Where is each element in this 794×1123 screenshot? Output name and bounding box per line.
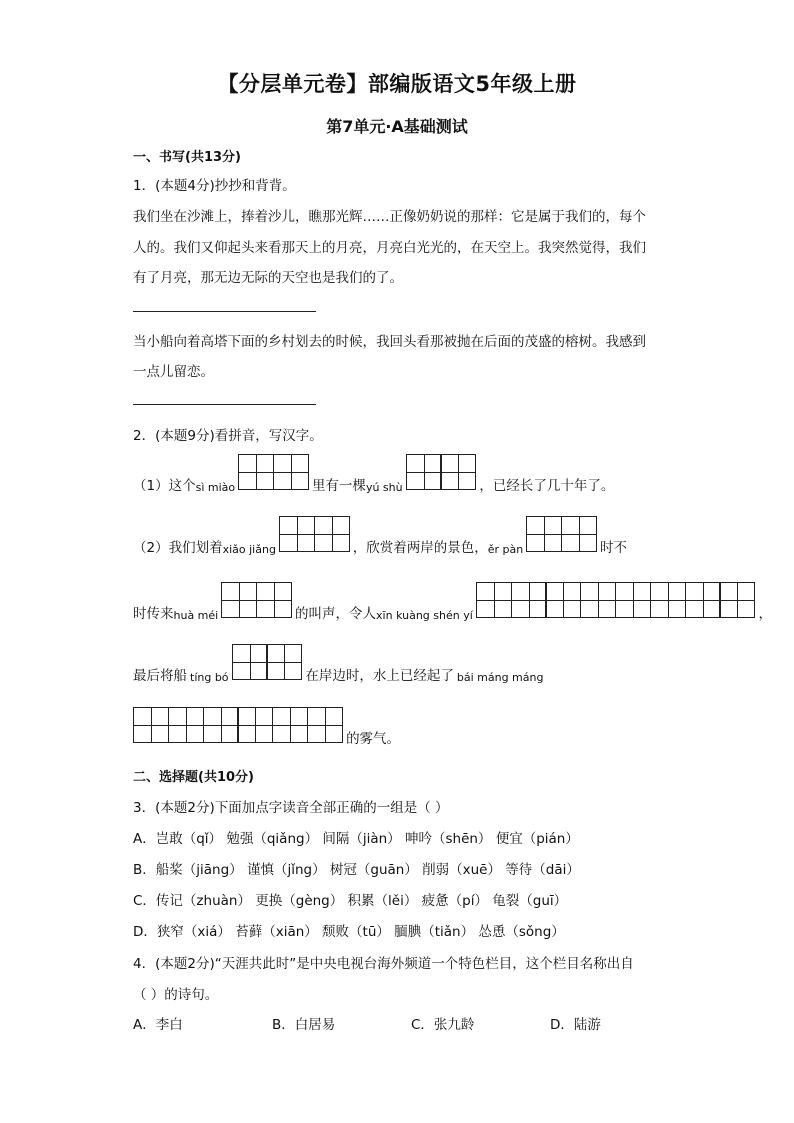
question-4-heading: 4．(本题2分)“天涯共此时”是中央电视台海外频道一个特色栏目，这个栏目名称出自 xyxy=(133,956,634,972)
tianzige-cell[interactable] xyxy=(561,516,597,552)
tianzige-cell[interactable] xyxy=(511,582,547,618)
section-heading-writing: 一、书写(共13分) xyxy=(133,150,241,165)
tianzige-box-group[interactable] xyxy=(232,644,303,684)
tianzige-box-group[interactable] xyxy=(221,582,292,622)
pinyin-text: xīn kuàng shén yí xyxy=(376,609,473,622)
answer-option[interactable]: D．狭窄（xiá） 苔藓（xiān） 颓败（tū） 腼腆（tiǎn） 怂恿（sǒng） xyxy=(133,924,565,940)
tianzige-box-group[interactable] xyxy=(133,707,343,747)
pinyin-text: sì miào xyxy=(195,481,236,494)
pinyin-row-5 xyxy=(133,703,400,747)
tianzige-cell[interactable] xyxy=(476,582,512,618)
answer-option[interactable]: B．船桨（jiāng） 谨慎（jǐng） 树冠（guān） 削弱（xuē） 等待（dāi） xyxy=(133,862,580,878)
tianzige-box-group[interactable] xyxy=(238,454,309,494)
passage-1-line: 有了月亮，那无边无际的天空也是我们的了。 xyxy=(133,270,403,286)
question-4-heading-cont: （ ）的诗句。 xyxy=(133,987,219,1003)
tianzige-cell[interactable] xyxy=(232,644,268,680)
section-heading-choice: 二、选择题(共10分) xyxy=(133,770,254,785)
tianzige-cell[interactable] xyxy=(615,582,651,618)
pinyin-text: tíng bó xyxy=(190,671,229,684)
row-text: ，已经长了几十年了。 xyxy=(479,478,615,494)
passage-2-line: 一点儿留恋。 xyxy=(133,364,214,380)
tianzige-cell[interactable] xyxy=(273,454,309,490)
tianzige-cell[interactable] xyxy=(545,582,581,618)
tianzige-cell[interactable] xyxy=(133,707,169,743)
row-text: ，欣赏着两岸的景色， xyxy=(352,540,488,556)
tianzige-cell[interactable] xyxy=(307,707,343,743)
pinyin-text: yú shù xyxy=(365,481,403,494)
row-text: 里有一棵 xyxy=(311,478,366,494)
question-1-heading: 1．(本题4分)抄抄和背背。 xyxy=(133,178,296,194)
row-text: 的叫声，令人 xyxy=(295,606,377,622)
tianzige-cell[interactable] xyxy=(580,582,616,618)
tianzige-cell[interactable] xyxy=(256,582,292,618)
answer-line[interactable] xyxy=(133,311,316,312)
tianzige-cell[interactable] xyxy=(719,582,755,618)
tianzige-cell[interactable] xyxy=(526,516,562,552)
tianzige-cell[interactable] xyxy=(650,582,686,618)
pinyin-text: huà méi xyxy=(173,609,219,622)
tianzige-cell[interactable] xyxy=(314,516,350,552)
tianzige-box-group[interactable] xyxy=(526,516,597,556)
row-text: 时不 xyxy=(600,540,628,556)
tianzige-cell[interactable] xyxy=(279,516,315,552)
tianzige-cell[interactable] xyxy=(440,454,476,490)
answer-option[interactable]: A．李白 xyxy=(133,1017,183,1033)
row-text: ， xyxy=(758,606,772,622)
answer-line[interactable] xyxy=(133,404,316,405)
pinyin-row-4 xyxy=(133,640,543,684)
tianzige-cell[interactable] xyxy=(203,707,239,743)
row-text: （1）这个 xyxy=(133,478,196,494)
page-title: 【分层单元卷】部编版语文5年级上册 xyxy=(217,72,577,96)
passage-2-line: 当小船向着高塔下面的乡村划去的时候，我回头看那被抛在后面的茂盛的榕树。我感到 xyxy=(133,334,646,350)
tianzige-cell[interactable] xyxy=(168,707,204,743)
tianzige-cell[interactable] xyxy=(266,644,302,680)
pinyin-text: bái máng máng xyxy=(456,671,544,684)
answer-option[interactable]: D．陆游 xyxy=(550,1017,601,1033)
tianzige-cell[interactable] xyxy=(272,707,308,743)
question-3-heading: 3．(本题2分)下面加点字读音全部正确的一组是（ ） xyxy=(133,800,449,816)
answer-option[interactable]: A．岂敢（qǐ） 勉强（qiǎng） 间隔（jiàn） 呻吟（shēn） 便宜（pián） xyxy=(133,831,579,847)
row-text: （2）我们划着 xyxy=(133,540,223,556)
tianzige-cell[interactable] xyxy=(237,707,273,743)
pinyin-row-2 xyxy=(133,516,627,556)
tianzige-cell[interactable] xyxy=(685,582,721,618)
passage-1-line: 人的。我们又仰起头来看那天上的月亮，月亮白光光的，在天空上。我突然觉得，我们 xyxy=(133,240,646,256)
pinyin-text: ěr pàn xyxy=(487,543,524,556)
passage-1-line: 我们坐在沙滩上，捧着沙儿，瞧那光辉……正像奶奶说的那样：它是属于我们的，每个 xyxy=(133,209,646,225)
tianzige-box-group[interactable] xyxy=(279,516,350,556)
tianzige-box-group[interactable] xyxy=(406,454,477,494)
tianzige-cell[interactable] xyxy=(238,454,274,490)
row-text: 最后将船 xyxy=(133,668,187,684)
answer-option[interactable]: B．白居易 xyxy=(272,1017,336,1033)
page-subtitle: 第7单元·A基础测试 xyxy=(326,117,468,136)
answer-option[interactable]: C．张九龄 xyxy=(411,1017,475,1033)
row-text: 时传来 xyxy=(133,606,174,622)
pinyin-row-3 xyxy=(133,578,772,622)
answer-option[interactable]: C．传记（zhuàn） 更换（gèng） 积累（lěi） 疲惫（pí） 龟裂（guī） xyxy=(133,893,568,909)
row-text: 的雾气。 xyxy=(346,731,401,747)
pinyin-row-1 xyxy=(133,454,614,494)
row-text: 在岸边时，水上已经起了 xyxy=(305,668,454,684)
tianzige-cell[interactable] xyxy=(221,582,257,618)
question-2-heading: 2．(本题9分)看拼音，写汉字。 xyxy=(133,428,323,444)
pinyin-text: xiǎo jiǎng xyxy=(222,543,276,556)
tianzige-box-group[interactable] xyxy=(476,582,756,622)
tianzige-cell[interactable] xyxy=(406,454,442,490)
